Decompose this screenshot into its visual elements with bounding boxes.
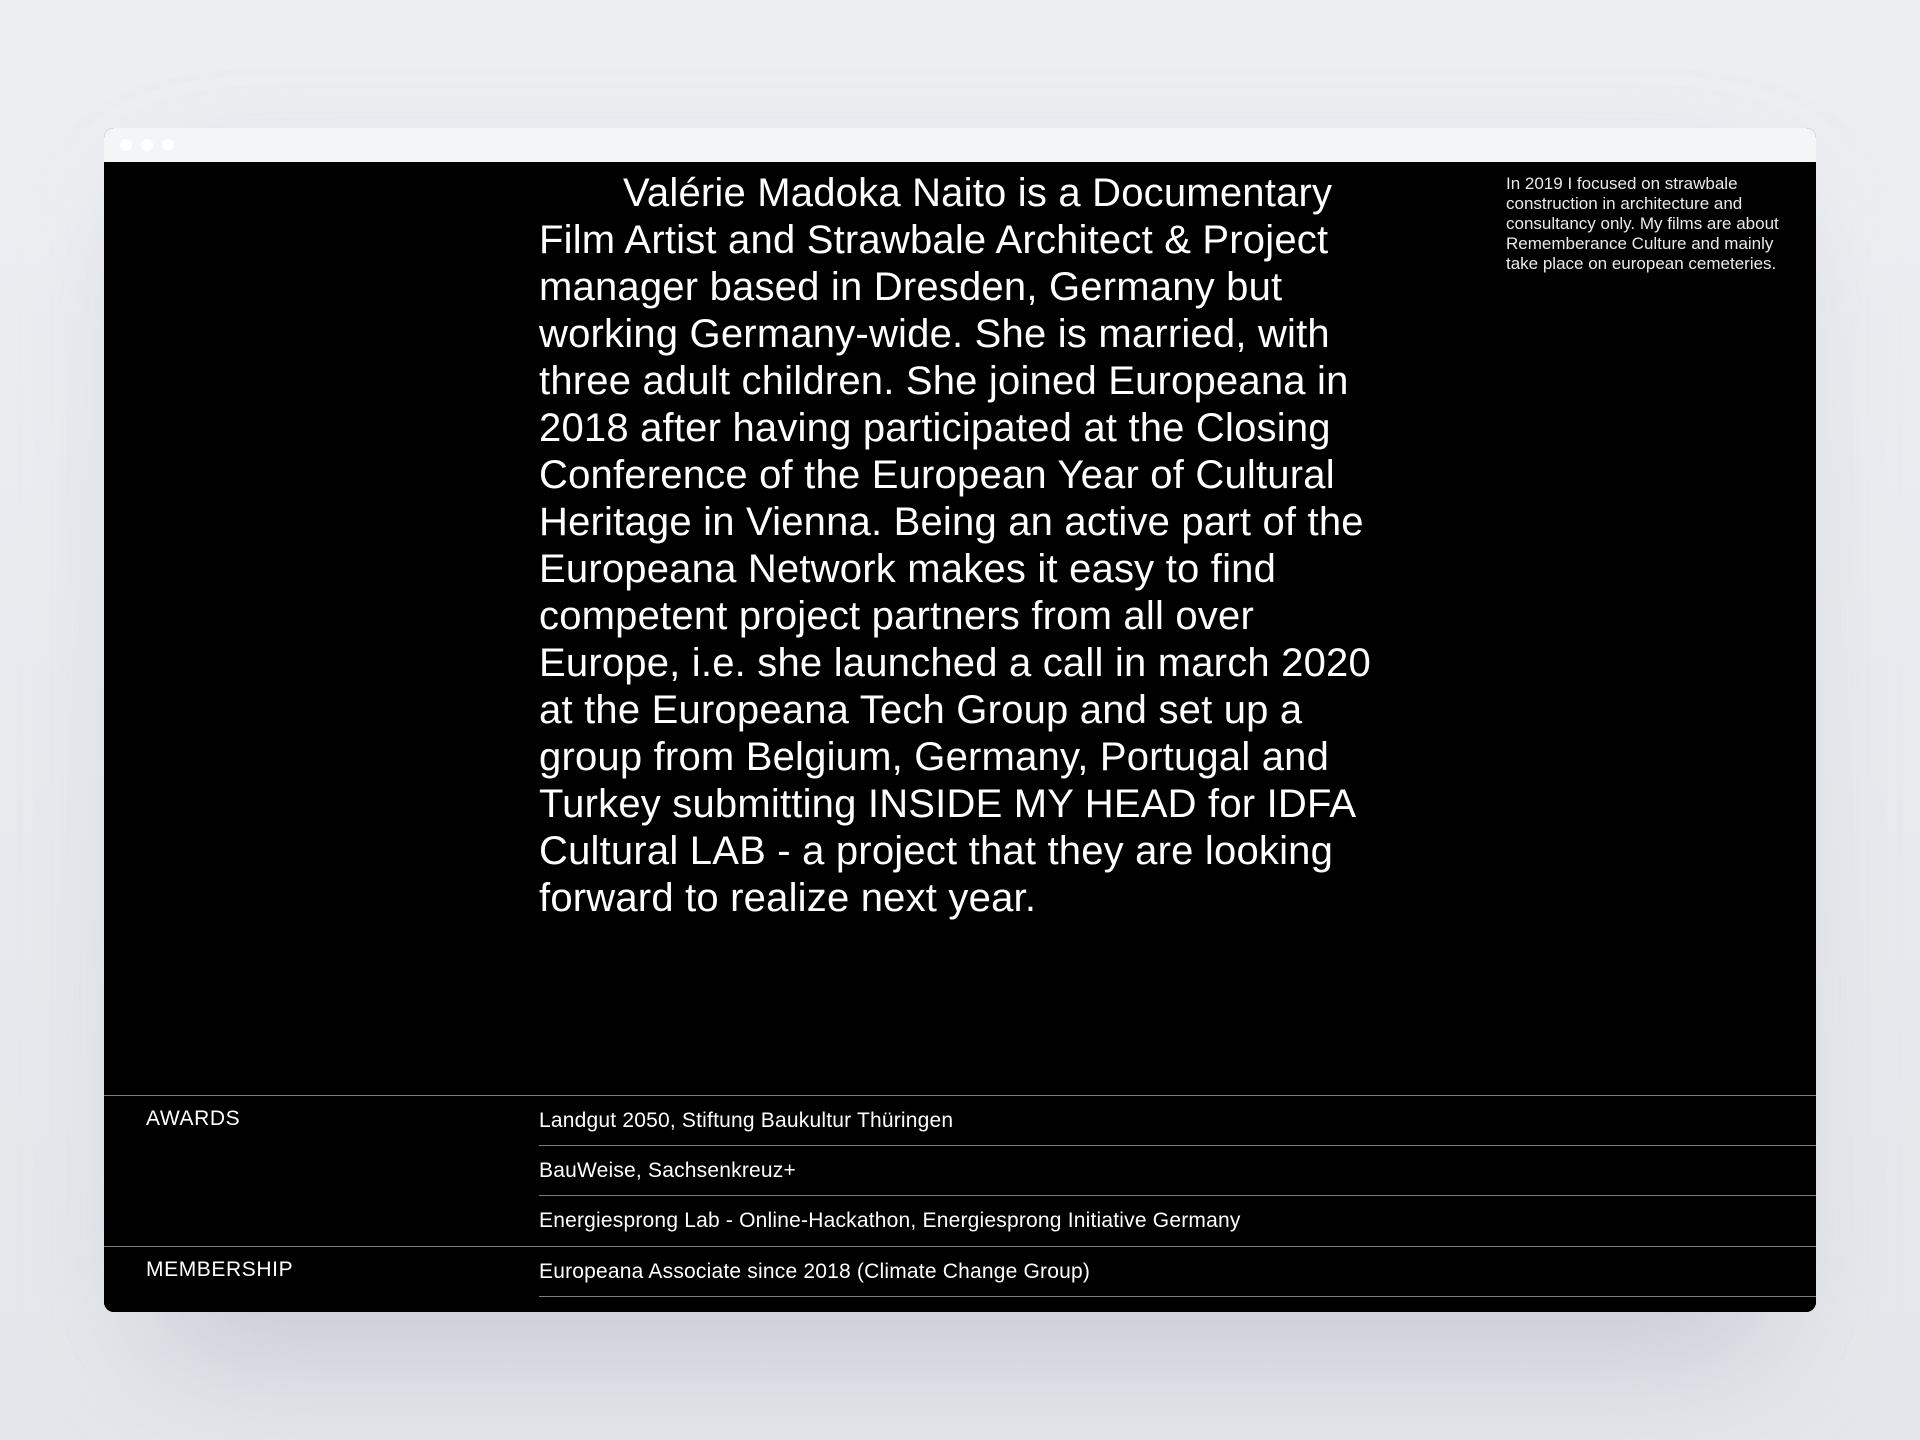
page-content [104,162,1816,1312]
award-row: Energiesprong Lab - Online-Hackathon, Energiesprong Initiative Germany [539,1209,1241,1232]
awards-section [104,1095,1816,1246]
info-table [104,1095,1816,1297]
membership-label: MEMBERSHIP [146,1258,294,1281]
bio-paragraph: Valérie Madoka Naito is a Documentary Film Artist and Strawbale Architect & Project manager based in Dresden, Germany but working Germany-wide. She is married, with three adult children. She joined Europeana in 2018 after having participated at the Closing Conference of the European Year of Cultural Heritage in Vienna. Being an active part of the Europeana Network makes it easy to find competent project partners from all over Europe, i.e. she launched a call in march 2020 at the Europeana Tech Group and set up a group from Belgium, Germany, Portugal and Turkey submitting INSIDE MY HEAD for IDFA Cultural LAB - a project that they are looking forward to realize next year. [539,171,1371,920]
side-note: In 2019 I focused on strawbale construction in architecture and consultancy only. My films are about Rememberance Culture and mainly take place on european cemeteries. [1506,174,1779,273]
awards-label: AWARDS [146,1107,241,1130]
award-row: BauWeise, Sachsenkreuz+ [539,1146,1816,1196]
window-close-dot[interactable] [120,139,132,151]
window-maximize-dot[interactable] [162,139,174,151]
window-titlebar [104,128,1816,162]
membership-row: Europeana Associate since 2018 (Climate Change Group) [539,1247,1816,1297]
window-minimize-dot[interactable] [141,139,153,151]
browser-window [104,128,1816,1312]
award-row: Landgut 2050, Stiftung Baukultur Thüringen [539,1096,1816,1146]
membership-section [104,1246,1816,1297]
